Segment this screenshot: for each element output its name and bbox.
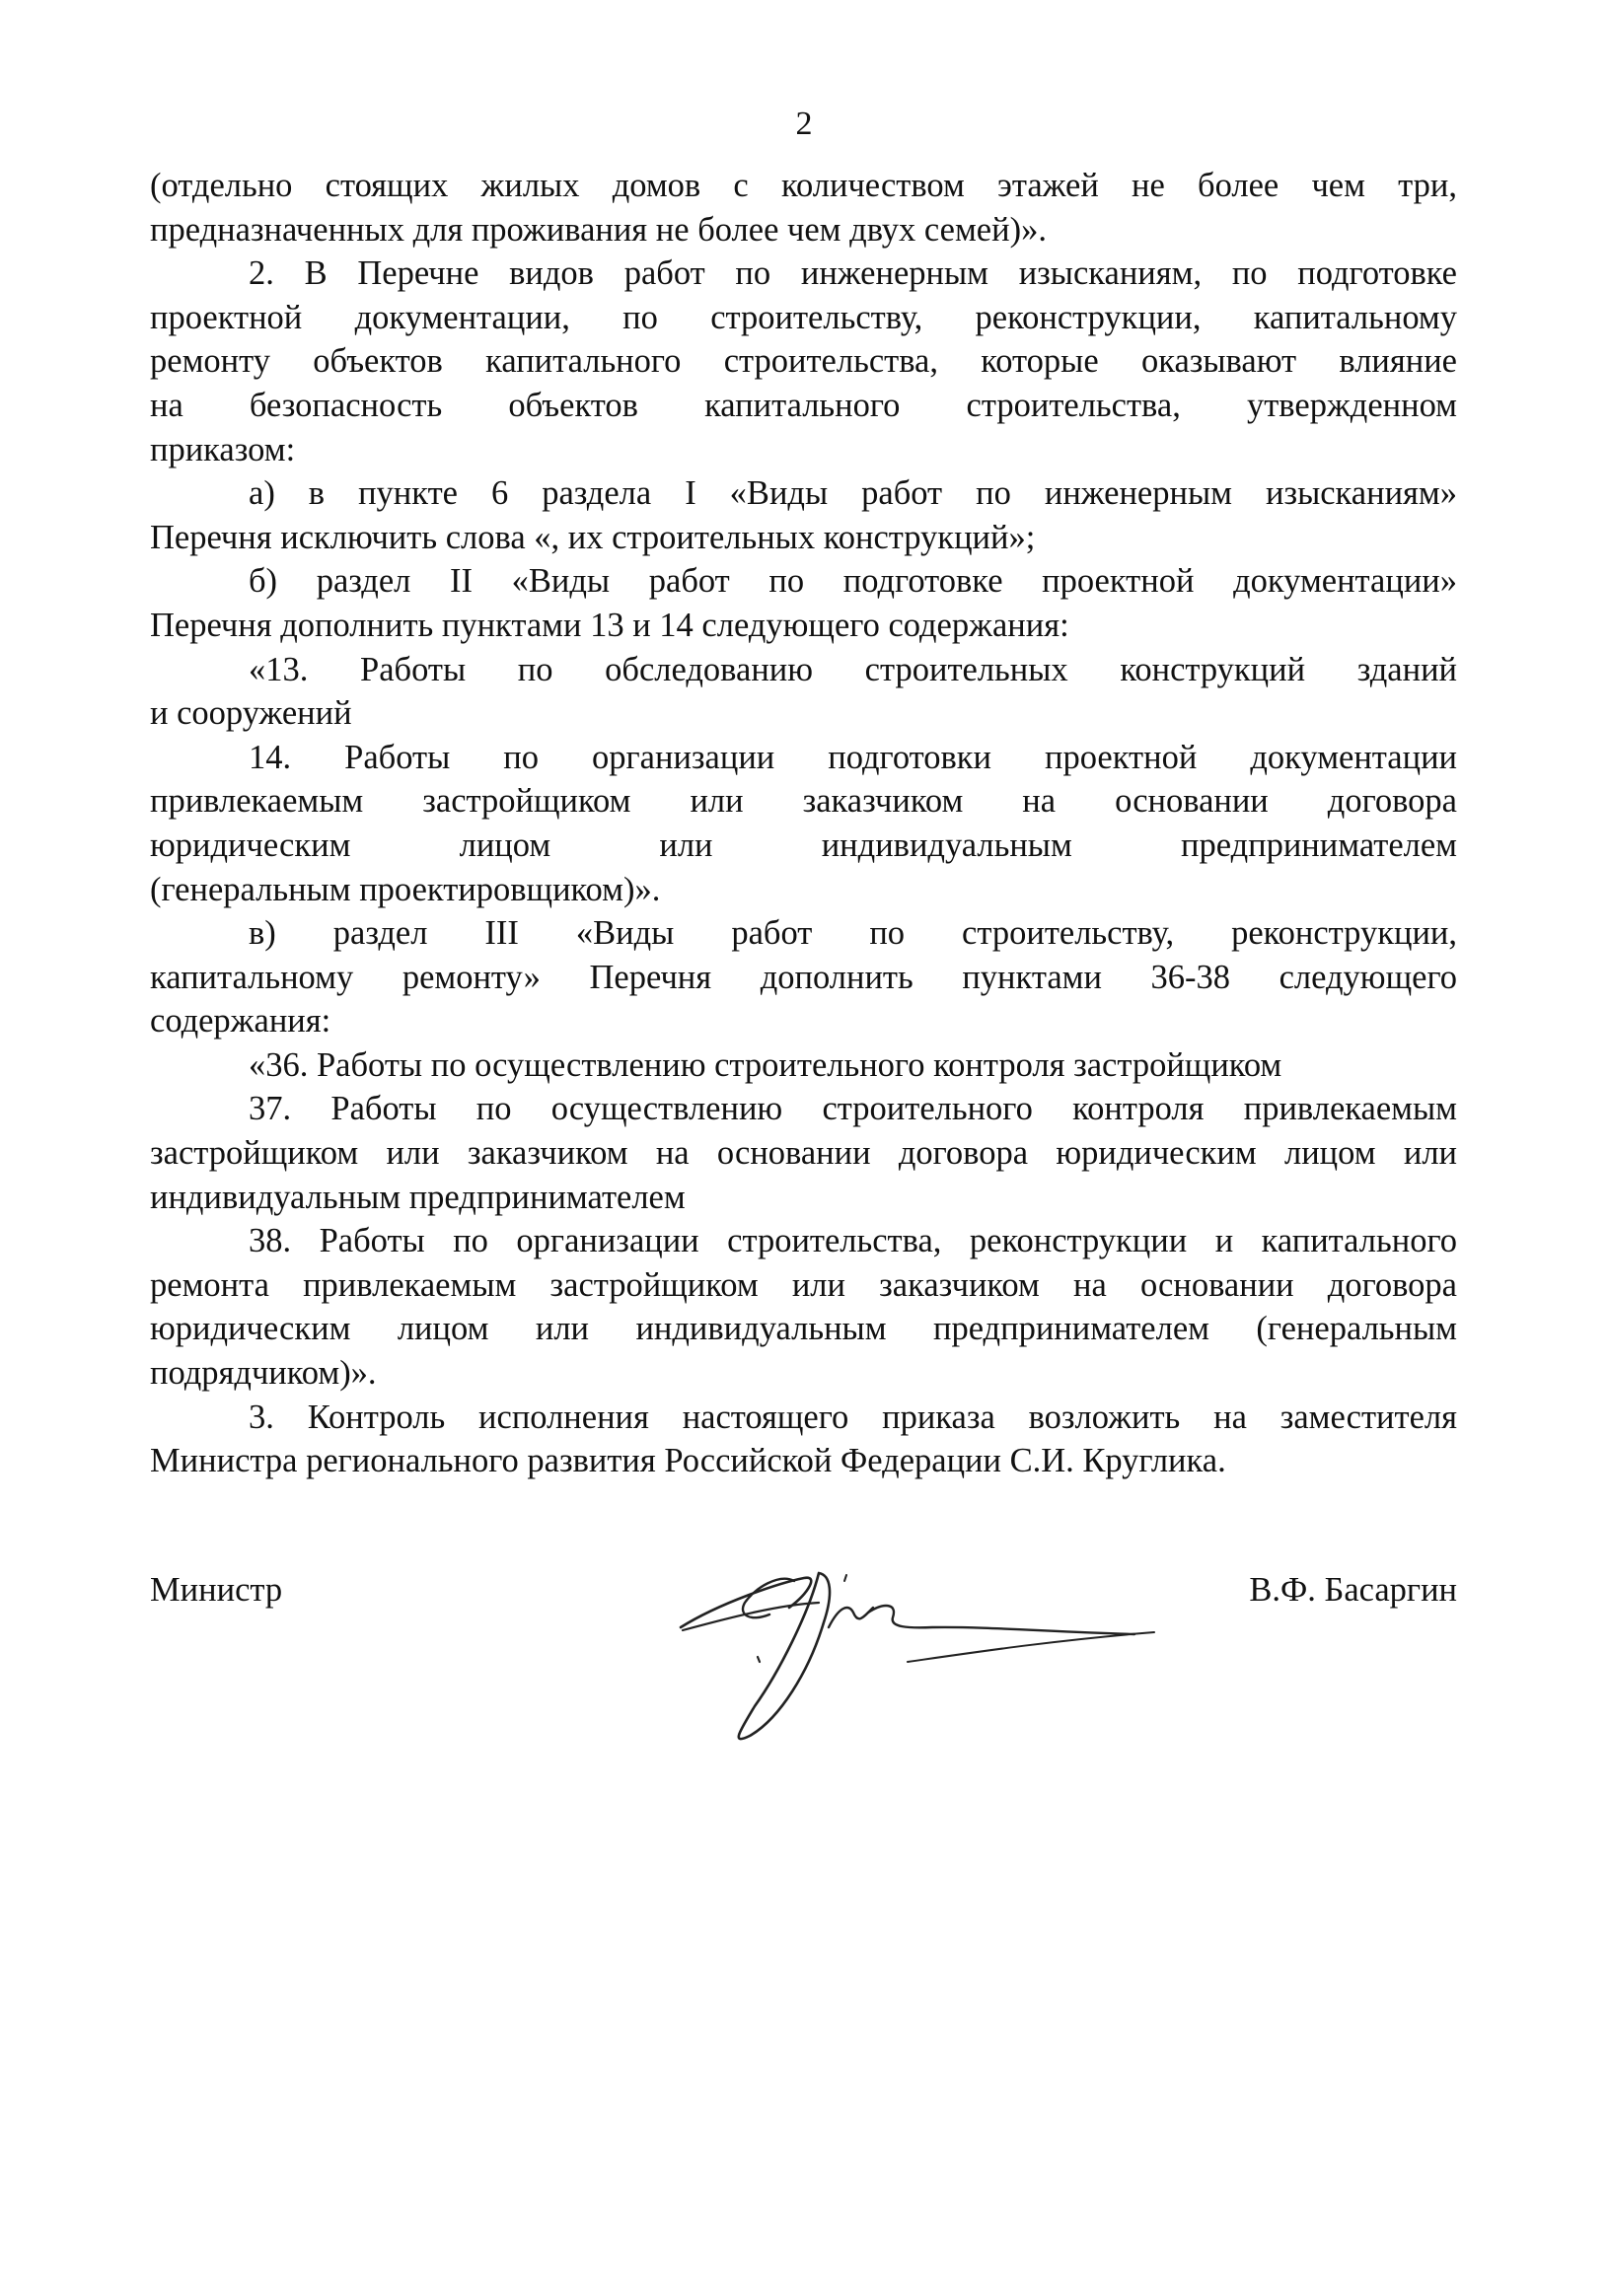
text-line: индивидуальным предпринимателем (150, 1178, 686, 1216)
text-line: «36. Работы по осуществлению строительного контроля застройщиком (249, 1045, 1282, 1084)
signature-stroke (743, 1579, 794, 1617)
text-line: 2. В Перечне видов работ по инженерным изысканиям, по подготовке (249, 254, 1457, 293)
text-line: 3. Контроль исполнения настоящего приказа возложить на заместителя (249, 1398, 1457, 1436)
paragraph (150, 648, 1457, 736)
text-line: застройщиком или заказчиком на основании договора юридическим лицом или (150, 1134, 1457, 1173)
text-line: приказом: (150, 430, 296, 468)
signature-stroke (868, 1606, 1134, 1634)
paragraph (150, 251, 1457, 471)
text-line: капитальному ремонту» Перечня дополнить пунктами 36-38 следующего (150, 958, 1457, 996)
signature-stroke (829, 1608, 873, 1627)
paragraph (150, 911, 1457, 1043)
paragraph (150, 1087, 1457, 1219)
signature-stroke (844, 1575, 846, 1581)
text-line: «13. Работы по обследованию строительных конструкций зданий (249, 650, 1457, 688)
paragraph (150, 164, 1457, 251)
paragraph (150, 1043, 1457, 1088)
text-line: Министра регионального развития Российской Федерации С.И. Круглика. (150, 1442, 1226, 1480)
signature-stroke (758, 1657, 760, 1662)
text-line: Перечня дополнить пунктами 13 и 14 следующего содержания: (150, 606, 1069, 644)
signature-stroke (908, 1632, 1154, 1662)
text-line: и сооружений (150, 694, 352, 733)
text-line: 37. Работы по осуществлению строительного контроля привлекаемым (249, 1090, 1457, 1128)
paragraph (150, 559, 1457, 647)
paragraph (150, 471, 1457, 559)
text-line: Перечня исключить слова «, их строительных конструкций»; (150, 518, 1036, 556)
text-line: на безопасность объектов капитального строительства, утвержденном (150, 386, 1457, 424)
page-number: 2 (795, 106, 813, 142)
text-line: предназначенных для проживания не более чем двух семей)». (150, 210, 1047, 249)
signature-stroke (739, 1573, 830, 1739)
signatory-name: В.Ф. Басаргин (1249, 1571, 1457, 1609)
text-line: юридическим лицом или индивидуальным предпринимателем (150, 825, 1457, 864)
document-body (150, 164, 1457, 1483)
text-line: привлекаемым застройщиком или заказчиком на основании договора (150, 782, 1457, 821)
handwritten-signature (661, 1534, 1213, 1751)
text-line: в) раздел III «Виды работ по строительству, реконструкции, (249, 914, 1457, 953)
text-line: б) раздел II «Виды работ по подготовке проектной документации» (249, 562, 1457, 601)
text-line: 38. Работы по организации строительства, реконструкции и капитального (249, 1222, 1457, 1260)
text-line: (отдельно стоящих жилых домов с количеством этажей не более чем три, (150, 167, 1457, 204)
text-line: 14. Работы по организации подготовки проектной документации (249, 738, 1457, 776)
text-line: ремонту объектов капитального строительства, которые оказывают влияние (150, 342, 1457, 381)
text-line: содержания: (150, 1002, 331, 1040)
text-line: ремонта привлекаемым застройщиком или заказчиком на основании договора (150, 1265, 1457, 1304)
text-line: юридическим лицом или индивидуальным предпринимателем (генеральным (150, 1310, 1457, 1348)
paragraph (150, 1219, 1457, 1395)
paragraph (150, 1396, 1457, 1483)
text-line: проектной документации, по строительству, реконструкции, капитальному (150, 298, 1457, 336)
text-line: а) в пункте 6 раздела I «Виды работ по инженерным изысканиям» (249, 474, 1457, 513)
text-line: (генеральным проектировщиком)». (150, 870, 661, 908)
signatory-title: Министр (150, 1571, 283, 1609)
text-line: подрядчиком)». (150, 1354, 377, 1393)
paragraph (150, 736, 1457, 911)
